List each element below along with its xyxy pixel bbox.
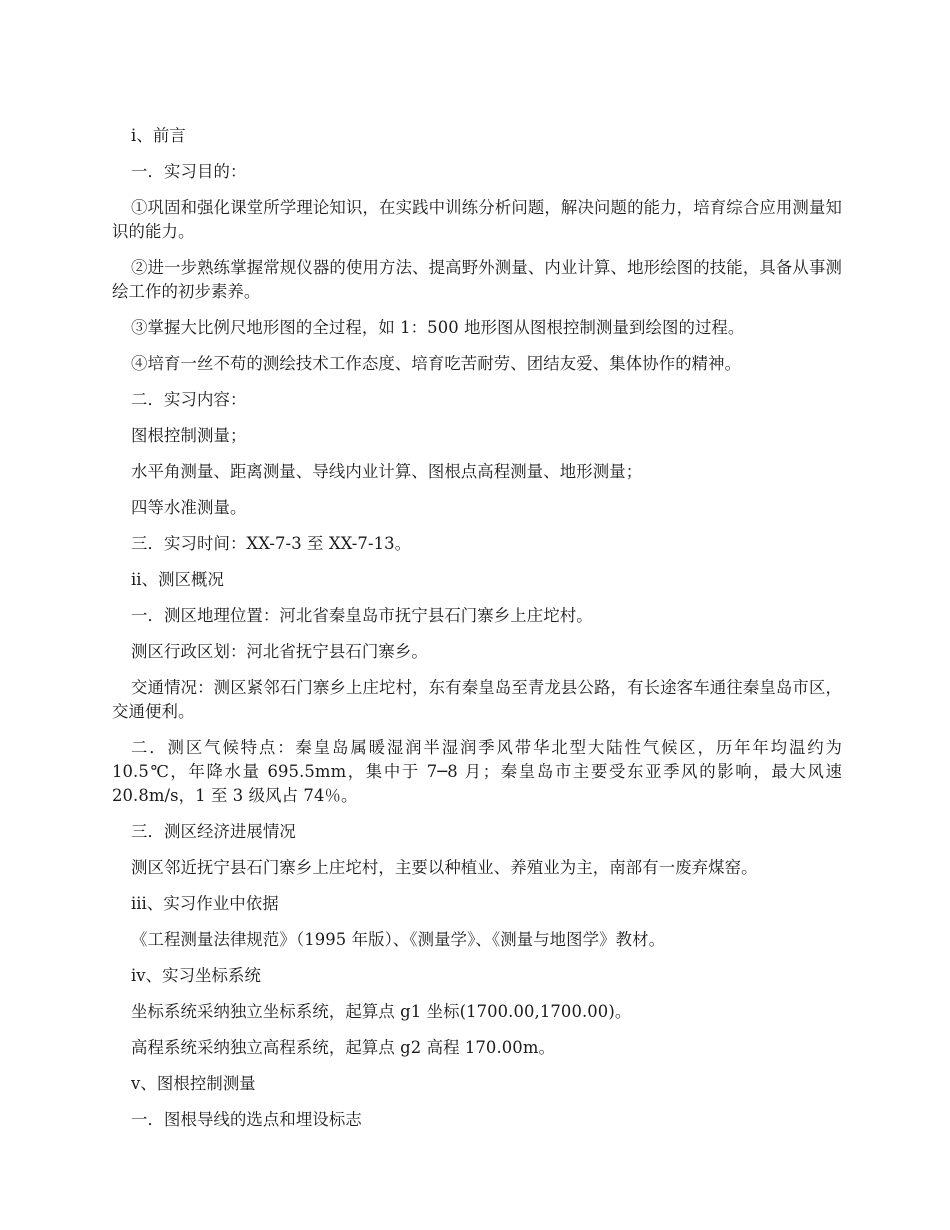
heading-control-survey: ⅴ、图根控制测量 xyxy=(131,1074,256,1093)
purpose-item-3: ③掌握大比例尺地形图的全过程，如 1：500 地形图从图根控制测量到绘图的过程。 xyxy=(131,318,745,337)
area-administration: 测区行政区划：河北省抚宁县石门寨乡。 xyxy=(131,642,428,661)
coordinate-system: 坐标系统采纳独立坐标系统，起算点 g1 坐标(1700.00,1700.00)。 xyxy=(131,1002,632,1021)
heading-economy: 三．测区经济进展情况 xyxy=(131,822,296,841)
heading-purpose: 一．实习目的： xyxy=(131,162,247,181)
heading-basis: ⅲ、实习作业中依据 xyxy=(131,894,279,913)
purpose-item-1: ①巩固和强化课堂所学理论知识，在实践中训练分析问题，解决问题的能力，培育综合应用测量知识的能力。 xyxy=(112,198,842,241)
content-item-3: 四等水准测量。 xyxy=(131,498,247,517)
area-location: 一．测区地理位置：河北省秦皇岛市抚宁县石门寨乡上庄坨村。 xyxy=(131,606,593,625)
area-climate: 二．测区气候特点：秦皇岛属暖湿润半湿润季风带华北型大陆性气候区，历年年均温约为 10.5℃，年降水量 695.5mm，集中于 7─8 月；秦皇岛市主要受东亚季风的影响，最大风速 20.8m/s，1 至 3 级风占 74％。 xyxy=(112,738,842,805)
heading-coordinates: ⅳ、实习坐标系统 xyxy=(131,966,262,985)
content-item-1: 图根控制测量； xyxy=(131,426,247,445)
purpose-item-2: ②进一步熟练掌握常规仪器的使用方法、提高野外测量、内业计算、地形绘图的技能，具备从事测绘工作的初步素养。 xyxy=(112,258,842,301)
elevation-system: 高程系统采纳独立高程系统，起算点 g2 高程 170.00m。 xyxy=(131,1038,555,1057)
basis-references: 《工程测量法律规范》（1995 年版）、《测量学》、《测量与地图学》教材。 xyxy=(131,930,666,949)
heading-preface: ⅰ、前言 xyxy=(131,126,186,145)
content-item-2: 水平角测量、距离测量、导线内业计算、图根点高程测量、地形测量； xyxy=(131,462,643,481)
heading-survey-area: ⅱ、测区概况 xyxy=(131,570,225,589)
area-traffic: 交通情况：测区紧邻石门寨乡上庄坨村，东有秦皇岛至青龙县公路，有长途客车通往秦皇岛市区，交通便利。 xyxy=(112,678,842,721)
area-economy: 测区邻近抚宁县石门寨乡上庄坨村，主要以种植业、养殖业为主，南部有一废弃煤窑。 xyxy=(131,858,758,877)
control-survey-subheading: 一．图根导线的选点和埋设标志 xyxy=(131,1110,362,1129)
heading-content: 二．实习内容： xyxy=(131,390,247,409)
purpose-item-4: ④培育一丝不苟的测绘技术工作态度、培育吃苦耐劳、团结友爱、集体协作的精神。 xyxy=(131,354,742,373)
heading-time: 三．实习时间：XX-7-3 至 XX-7-13。 xyxy=(131,534,412,553)
document-page xyxy=(112,124,842,1144)
